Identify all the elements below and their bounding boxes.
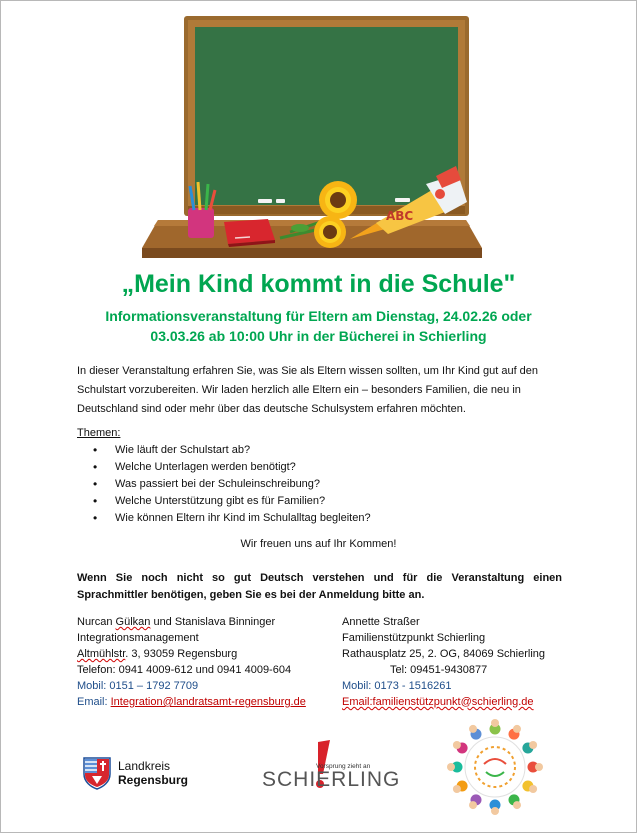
contact-mobile: Mobil: 0151 – 1792 7709 — [77, 680, 199, 692]
intro-paragraph — [77, 362, 562, 419]
child-figure-head — [453, 741, 461, 749]
child-figure-head — [447, 763, 455, 771]
schierling-slogan: Vorsprung zieht an — [316, 763, 371, 770]
svg-text:ABC: ABC — [386, 209, 414, 223]
list-item: • Welche Unterstützung gibt es für Familien? — [77, 493, 371, 510]
list-item: • Wie können Eltern ihr Kind im Schulalltag begleiten? — [77, 510, 371, 527]
contact-address: Altmühlstr. 3, 93059 Regensburg — [77, 648, 238, 660]
landkreis-regensburg-logo — [82, 756, 202, 792]
welcome-text: Wir freuen uns auf Ihr Kommen! — [240, 538, 397, 550]
landkreis-wordmark: Landkreis Regensburg — [118, 759, 189, 787]
schierling-logo — [262, 740, 402, 794]
red-book — [224, 219, 275, 244]
list-item: • Welche Unterlagen werden benötigt? — [77, 459, 371, 476]
event-subtitle — [0, 306, 637, 346]
child-figure-head — [469, 725, 477, 733]
themes-list — [77, 442, 371, 527]
intro-line: Schulstart vorzubereiten. Wir laden herzlich alle Eltern ein – besonders Familien, die neu in — [77, 384, 521, 396]
child-figure-head — [469, 801, 477, 809]
themes-heading: Themen: — [77, 427, 121, 439]
contact-address: Rathausplatz 25, 2. OG, 84069 Schierling — [342, 648, 546, 660]
intro-line: In dieser Veranstaltung erfahren Sie, was Sie als Eltern wissen sollten, um Ihr Kind gut auf den — [77, 365, 539, 377]
subtitle-line: 03.03.26 ab 10:00 Uhr in der Bücherei in Schierling — [150, 328, 487, 344]
email-link[interactable]: Email:familienstützpunkt@schierling.de — [342, 696, 534, 708]
contact-phone: Telefon: 0941 4009-612 und 0941 4009-604 — [77, 664, 292, 676]
contact-name: Nurcan Gülkan und Stanislava Binninger — [77, 616, 276, 628]
pencil-cup — [188, 208, 214, 238]
child-figure-head — [513, 725, 521, 733]
contact-integration — [77, 614, 306, 710]
child-figure-head — [491, 807, 499, 815]
coat-of-arms-icon — [82, 756, 112, 790]
contact-role: Familienstützpunkt Schierling — [342, 632, 486, 644]
contact-mobile: Mobil: 0173 - 1516261 — [342, 680, 452, 692]
notice-line: Wenn Sie noch nicht so gut Deutsch verstehen und für die Veranstaltung einen — [77, 572, 562, 584]
list-item: • Was passiert bei der Schuleinschreibung? — [77, 476, 371, 493]
child-figure-head — [535, 763, 543, 771]
chalk-piece — [258, 199, 272, 203]
children-circle-logo — [446, 718, 544, 816]
contact-name: Annette Straßer — [342, 616, 420, 628]
chalkboard-illustration — [140, 14, 485, 260]
desk-front — [142, 248, 482, 258]
schierling-wordmark: SCHIERLING — [262, 768, 401, 791]
list-item: • Wie läuft der Schulstart ab? — [77, 442, 371, 459]
email-link[interactable]: Integration@landratsamt-regensburg.de — [110, 696, 306, 708]
child-figure-head — [529, 785, 537, 793]
contact-role: Integrationsmanagement — [77, 632, 199, 644]
main-title: „Mein Kind kommt in die Schule" — [121, 270, 516, 298]
child-figure-head — [491, 719, 499, 727]
sunflower — [319, 181, 357, 219]
child-figure-head — [513, 801, 521, 809]
child-figure-head — [453, 785, 461, 793]
intro-line: Deutschland sind oder mehr über das deutsche Schulsystem erfahren möchten. — [77, 403, 466, 415]
contact-email-row: Email: Integration@landratsamt-regensburg.de — [77, 696, 306, 708]
notice-line: Sprachmittler benötigen, geben Sie es bei der Anmeldung bitte an. — [77, 589, 425, 601]
interpreter-notice — [77, 570, 562, 604]
contact-familienstuetzpunkt — [342, 614, 545, 710]
contact-phone: Tel: 09451-9430877 — [390, 664, 488, 676]
child-figure-head — [529, 741, 537, 749]
subtitle-line: Informationsveranstaltung für Eltern am Dienstag, 24.02.26 oder — [105, 308, 532, 324]
